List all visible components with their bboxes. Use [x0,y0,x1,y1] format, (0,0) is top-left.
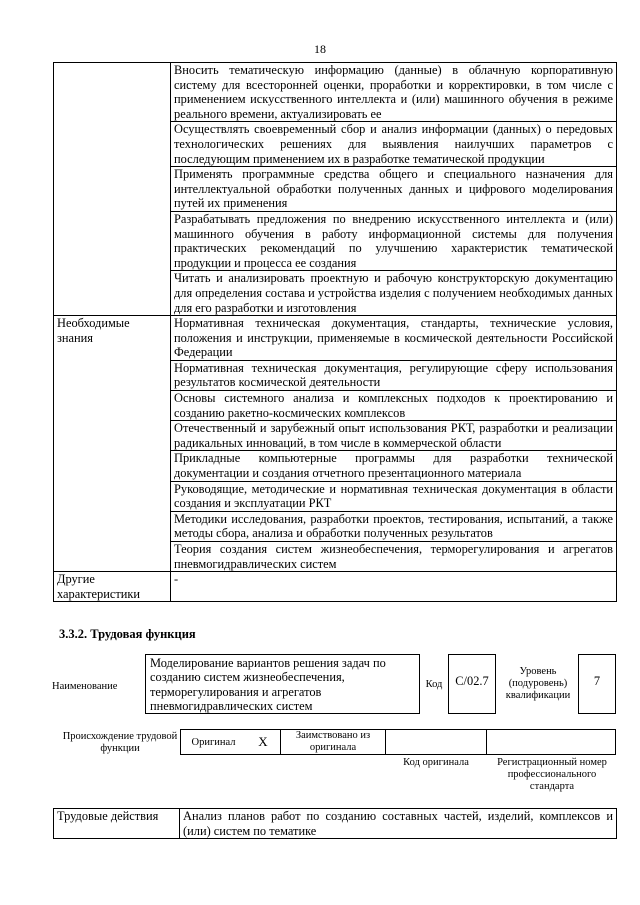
original-code-caption: Код оригинала [403,757,469,768]
original-code-cell [386,729,486,755]
knowledge-item: Руководящие, методические и нормативная техническая документация в области создания и эксплуатации РКТ [171,481,617,511]
section-title: 3.3.2. Трудовая функция [59,627,196,641]
requirements-table [53,62,617,602]
knowledge-item: Основы системного анализа и комплексных подходов к проектированию и созданию ракетно-космических комплексов [171,391,617,421]
registration-number-cell [486,729,616,755]
registration-number-caption: Регистрационный номер профессионального стандарта [497,757,607,792]
table-row [54,809,617,839]
table-row [54,316,617,361]
qualification-level-label: Уровень (подуровень) квалификации [505,666,571,701]
skill-item: Разрабатывать предложения по внедрению искусственного интеллекта и (или) машинного обучения в работу информационной системы для получения практических рекомендаций по улучшению характеристик тематической продукции и процесса ее создания [171,211,617,270]
knowledge-item: Прикладные компьютерные программы для разработки технической документации и создания отчетного презентационного материала [171,451,617,481]
borrowed-label: Заимствовано из оригинала [280,729,386,755]
page-number: 18 [314,42,326,56]
function-name-value: Моделирование вариантов решения задач по созданию систем жизнеобеспечения, терморегулирования и агрегатов пневмогидравлических систем [145,654,420,714]
function-origin-label: Происхождение трудовой функции [62,731,178,754]
skills-label-cell [54,63,171,316]
labor-actions-table [53,808,617,839]
knowledge-item: Методики исследования, разработки проектов, тестирования, испытаний, а также методы сбора, анализа и обработки полученных результатов [171,511,617,541]
qualification-level-value: 7 [578,654,616,714]
function-code-label: Код [425,679,443,690]
skill-item: Вносить тематическую информацию (данные) в облачную корпоративную систему для всесторонней оценки, проработки и корректировки, в том числе с применением искусственного интеллекта и (или) машинного обучения в режиме реального времени, актуализировать ее [171,63,617,122]
table-row [54,572,617,602]
original-label: Оригинал [180,729,246,755]
skill-item: Применять программные средства общего и специального назначения для интеллектуальной обработки полученных данных и цифрового моделирования путей их применения [171,167,617,212]
other-characteristics-value: - [171,572,617,602]
knowledge-item: Нормативная техническая документация, регулирующие сферу использования результатов космической деятельности [171,360,617,390]
other-characteristics-label: Другие характеристики [54,572,171,602]
knowledge-item: Нормативная техническая документация, стандарты, технические условия, положения и инструкции, применяемые в космической деятельности Российской Федерации [171,316,617,361]
skill-item: Читать и анализировать проектную и рабочую конструкторскую документацию для определения состава и устройства изделия с получением необходимых данных для его разработки и изготовления [171,271,617,316]
original-mark: X [246,729,280,755]
table-row [54,63,617,122]
knowledge-label: Необходимые знания [54,316,171,572]
knowledge-item: Отечественный и зарубежный опыт использования РКТ, разработки и реализации радикальных инноваций, в том числе в коммерческой области [171,421,617,451]
knowledge-item: Теория создания систем жизнеобеспечения, терморегулирования и агрегатов пневмогидравлических систем [171,542,617,572]
function-name-label: Наименование [52,681,118,692]
function-code-value: C/02.7 [448,654,496,714]
labor-actions-label: Трудовые действия [54,809,180,839]
labor-action-item: Анализ планов работ по созданию составных частей, изделий, комплексов и (или) систем по тематике [180,809,617,839]
function-origin-row [180,729,616,755]
skill-item: Осуществлять своевременный сбор и анализ информации (данных) о передовых технологических решениях для выявления наилучших параметров с последующим применением их в разработке тематической продукции [171,122,617,167]
